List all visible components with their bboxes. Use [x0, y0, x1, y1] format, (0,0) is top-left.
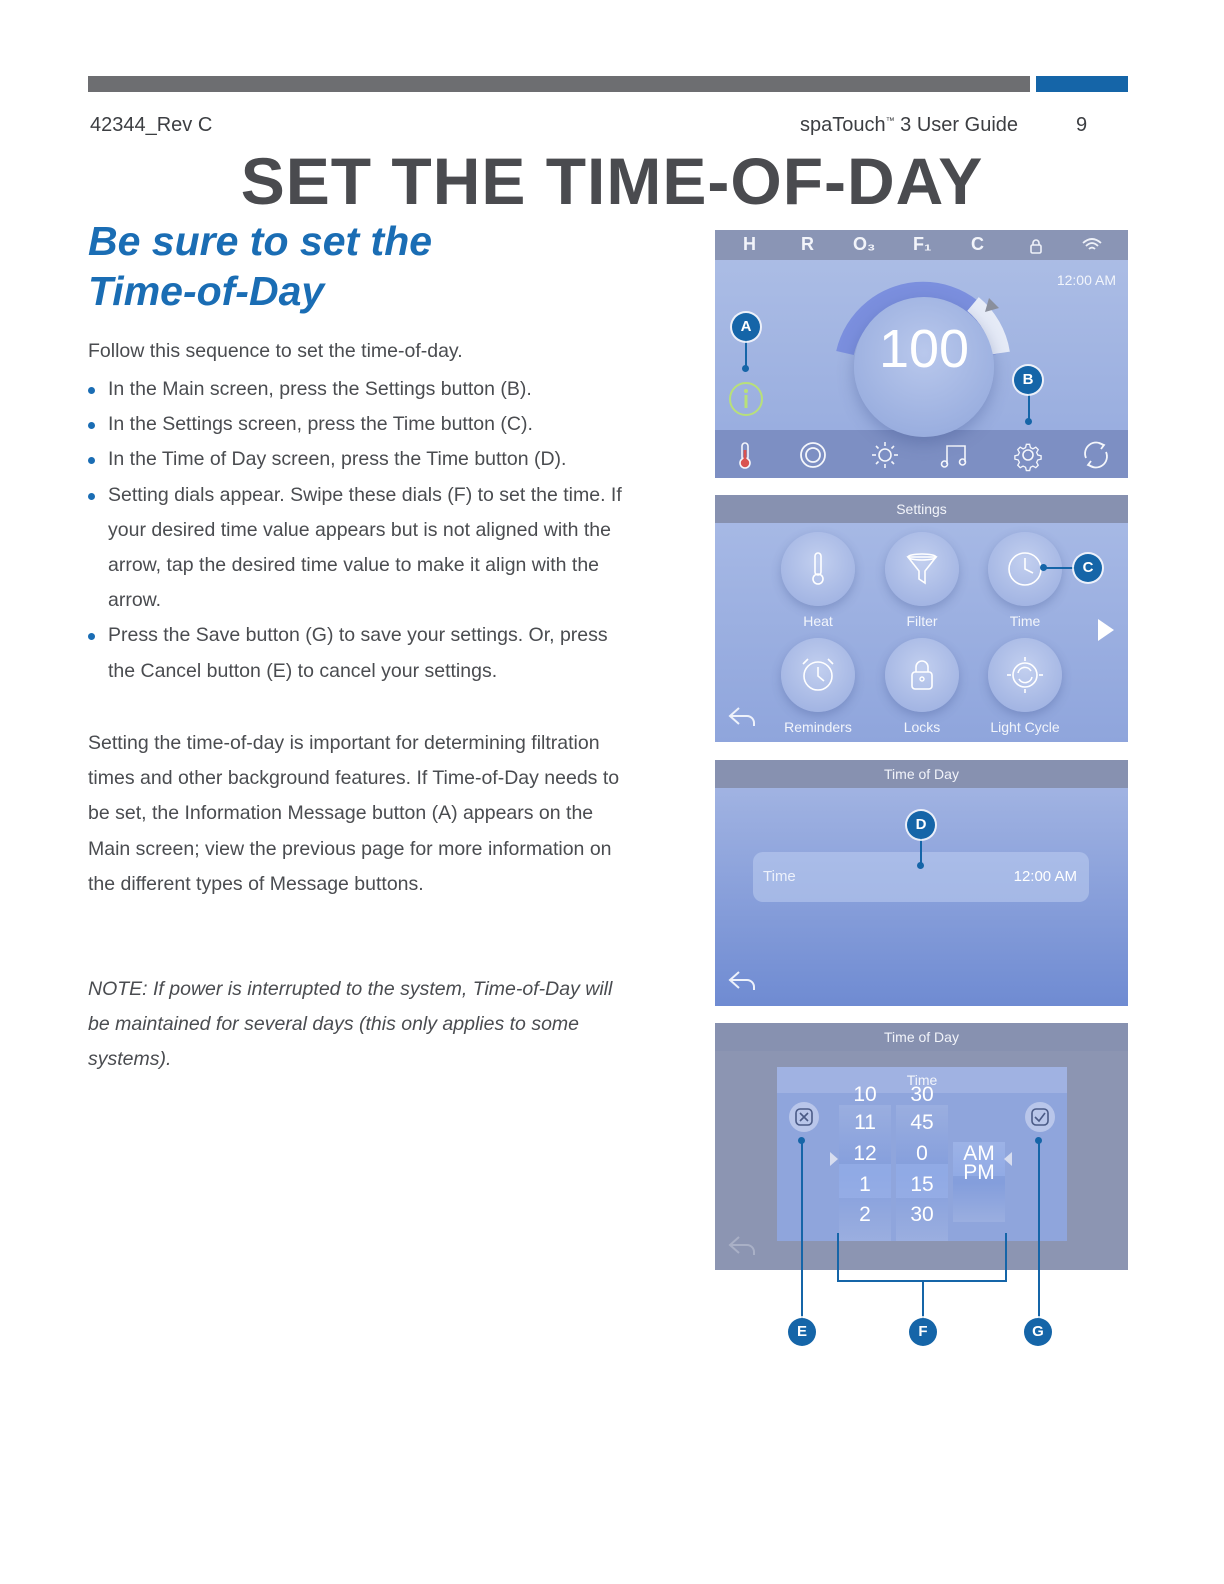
info-message-button[interactable] [727, 380, 765, 418]
section-subtitle [88, 216, 648, 316]
clock-icon [1005, 549, 1045, 589]
status-bar [715, 230, 1128, 260]
step-text: In the Settings screen, press the Time button (C). [108, 413, 533, 436]
hour-option: 10 [853, 1083, 877, 1106]
time-label: Time [1009, 613, 1041, 629]
step-text: In the Time of Day screen, press the Time button (D). [108, 448, 567, 471]
minute-option: 30 [910, 1083, 934, 1106]
reminders-label: Reminders [784, 719, 852, 735]
ampm-option: PM [963, 1161, 995, 1184]
ampm-option-selected: AM [963, 1142, 995, 1165]
filter-icon [902, 549, 942, 589]
header-accent-bar [1036, 76, 1128, 92]
selector-right-arrow-icon [1003, 1151, 1013, 1167]
step-text: Setting dials appear. Swipe these dials (F) to set the time. If your desired time value appears but is not aligned with the arrow, tap the desired time value to make it align with the arrow. [108, 483, 622, 612]
light-cycle-icon [1005, 655, 1045, 695]
locks-label: Locks [903, 719, 941, 735]
intro-text: Follow this sequence to set the time-of-day. [88, 340, 463, 362]
back-arrow-icon [727, 1233, 757, 1257]
trademark: ™ [885, 115, 895, 126]
list-item [88, 372, 628, 407]
time-picker-title: Time [777, 1067, 1067, 1093]
minute-option: 15 [910, 1173, 934, 1196]
selector-left-arrow-icon [829, 1151, 839, 1167]
save-button[interactable] [1024, 1101, 1056, 1133]
guide-name: spaTouch [800, 114, 886, 136]
ampm-dial[interactable] [953, 1142, 1005, 1222]
bullet-icon [88, 422, 95, 429]
callout-e: E [788, 1318, 816, 1346]
lock-icon [1029, 238, 1043, 254]
cancel-button[interactable] [788, 1101, 820, 1133]
guide-name-suffix: 3 User Guide [894, 114, 1019, 136]
header-rule [88, 76, 1030, 92]
hour-option-selected: 12 [853, 1142, 877, 1165]
reminders-button[interactable] [781, 638, 855, 712]
time-button[interactable] [988, 532, 1062, 606]
filter-button[interactable] [885, 532, 959, 606]
document-id: 42344_Rev C [90, 114, 213, 136]
list-item [88, 478, 628, 619]
cycle-icon[interactable] [1081, 440, 1111, 470]
time-picker-panel [777, 1067, 1067, 1241]
heat-label: Heat [803, 613, 833, 629]
status-heater: H [743, 234, 756, 254]
steps-list [88, 372, 628, 689]
callout-a: A [732, 313, 760, 341]
callout-e-dot [798, 1137, 805, 1144]
time-of-day-screen [715, 760, 1128, 1006]
callout-c-dot [1040, 564, 1047, 571]
settings-screen [715, 495, 1128, 742]
light-cycle-label: Light Cycle [990, 719, 1060, 735]
callout-b-dot [1025, 418, 1032, 425]
subtitle-line-2: Time-of-Day [88, 268, 325, 314]
bullet-icon [88, 493, 95, 500]
light-cycle-button[interactable] [988, 638, 1062, 712]
settings-header: Settings [715, 495, 1128, 523]
status-clean: C [971, 234, 984, 254]
filter-label: Filter [906, 613, 938, 629]
lock-icon [902, 655, 942, 695]
callout-c-leader [1043, 567, 1075, 569]
callout-f-leader [922, 1280, 924, 1318]
step-text: In the Main screen, press the Settings button (B). [108, 378, 532, 400]
page-number: 9 [1076, 114, 1088, 136]
minute-option: 30 [910, 1203, 934, 1226]
minute-option: 45 [910, 1111, 934, 1134]
time-row-label: Time [763, 868, 796, 885]
thermometer-icon[interactable] [730, 440, 760, 470]
callout-d-dot [917, 862, 924, 869]
callout-b-leader [1028, 393, 1030, 421]
callout-f-bracket-left [837, 1233, 839, 1281]
hour-dial[interactable] [839, 1083, 891, 1241]
page-title: SET THE TIME-OF-DAY [240, 144, 984, 218]
time-dial-screen [715, 1023, 1128, 1270]
callout-a-leader [745, 340, 747, 368]
back-arrow-icon[interactable] [727, 704, 757, 728]
callout-b: B [1014, 366, 1042, 394]
back-arrow-icon[interactable] [727, 968, 757, 992]
body-paragraph: Setting the time-of-day is important for determining filtration times and other background features. If Time-of-Day needs to be set, the Information Message button (A) appears on the Main screen; view the previous page for more information on the different types of Message buttons. [88, 732, 620, 895]
callout-d: D [907, 811, 935, 839]
callout-f: F [909, 1318, 937, 1346]
status-ready: R [801, 234, 814, 254]
temperature-value: 100 [878, 319, 970, 379]
hour-option: 11 [854, 1111, 876, 1134]
callout-g-dot [1035, 1137, 1042, 1144]
bullet-icon [88, 387, 95, 394]
minute-dial[interactable] [896, 1083, 948, 1241]
hour-option: 1 [859, 1173, 871, 1196]
bullet-icon [88, 457, 95, 464]
wifi-icon [1081, 237, 1103, 253]
minute-option-selected: 0 [916, 1142, 928, 1165]
hour-option: 2 [859, 1203, 871, 1226]
next-page-arrow-icon[interactable] [1096, 617, 1116, 643]
alarm-clock-icon [798, 655, 838, 695]
clock-display: 12:00 AM [1056, 272, 1116, 288]
callout-c: C [1074, 554, 1102, 582]
list-item [88, 618, 628, 688]
step-text: Press the Save button (G) to save your settings. Or, press the Cancel button (E) to cancel your settings. [108, 624, 608, 682]
heat-button[interactable] [781, 532, 855, 606]
callout-a-dot [742, 365, 749, 372]
time-row-value: 12:00 AM [1013, 868, 1077, 885]
status-filter: F₁ [913, 234, 932, 254]
note-text: NOTE: If power is interrupted to the system, Time-of-Day will be maintained for several days (this only applies to some systems). [88, 978, 613, 1071]
locks-button[interactable] [885, 638, 959, 712]
time-of-day-header: Time of Day [715, 760, 1128, 788]
list-item [88, 442, 628, 477]
callout-g-leader [1038, 1140, 1040, 1318]
callout-e-leader [801, 1140, 803, 1318]
subtitle-line-1: Be sure to set the [88, 218, 433, 264]
bullet-icon [88, 633, 95, 640]
thermometer-icon [798, 549, 838, 589]
status-ozone: O₃ [853, 234, 876, 254]
time-dial-header: Time of Day [715, 1023, 1128, 1051]
callout-f-bracket-right [1005, 1233, 1007, 1281]
list-item [88, 407, 628, 442]
guide-title [800, 114, 1018, 137]
callout-g: G [1024, 1318, 1052, 1346]
